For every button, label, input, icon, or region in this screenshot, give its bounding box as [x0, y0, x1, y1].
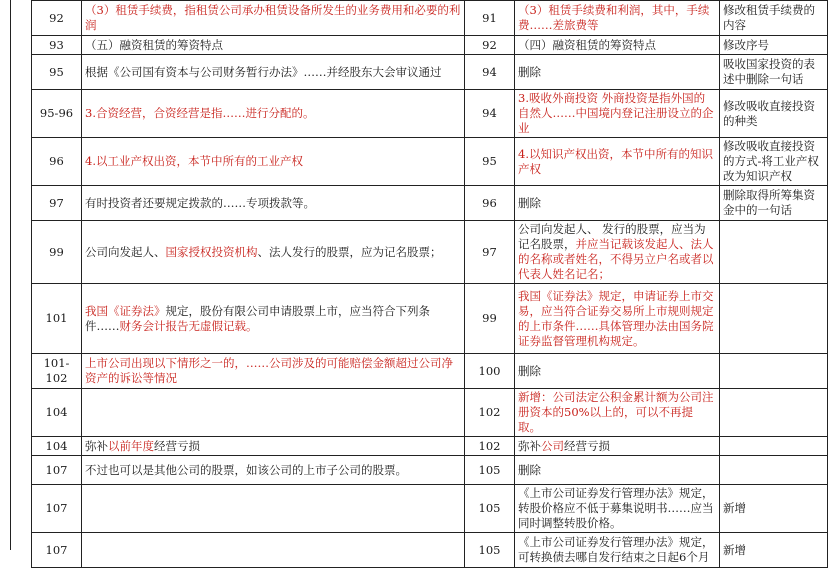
old-text-cell [82, 389, 465, 437]
old-page-cell: 107 [32, 456, 82, 485]
old-page-cell: 99 [32, 221, 82, 284]
text-segment: 我国《证券法》规定，申请证券上市交易，应当符合证券交易所上市规则规定的上市条件……具体管理办法由国务院证券监督管理机构规定。 [518, 288, 714, 348]
text-segment: 3.合资经营，合资经营是指……进行分配的。 [85, 106, 315, 120]
text-segment: 国家授权投资机构 [165, 244, 258, 259]
old-page-cell: 93 [32, 36, 82, 55]
text-segment: 我国《证券法》 [85, 303, 166, 318]
new-page-cell: 92 [465, 36, 515, 55]
new-text-cell [515, 389, 720, 437]
text-segment: （3）租赁手续费，指租赁公司承办租赁设备所发生的业务费用和必要的利润 [85, 3, 461, 32]
new-text-cell [515, 90, 720, 138]
comparison-table [31, 0, 828, 568]
old-page-cell: 96 [32, 138, 82, 186]
new-page-cell: 94 [465, 90, 515, 138]
new-text-cell [515, 437, 720, 456]
change-note-cell: 修改序号 [720, 36, 828, 55]
old-page-cell: 101-102 [32, 354, 82, 389]
table-row [32, 186, 828, 221]
change-note-cell: 新增 [720, 485, 828, 533]
text-segment: 经营亏损 [564, 438, 610, 453]
text-segment: 上市公司出现以下情形之一的，……公司涉及的可能赔偿金额超过公司净资产的诉讼等情况 [85, 356, 453, 385]
text-segment: 规定，股份有限公司申请股票上市，应当符合下列条件…… [85, 303, 430, 333]
new-page-cell: 105 [465, 533, 515, 568]
text-segment: 删除 [518, 462, 541, 477]
text-segment: （3）租赁手续费和利润，其中，手续费……差旅费等 [518, 3, 710, 32]
text-segment: 有时投资者还要规定拨款的……专项拨款等。 [85, 195, 315, 210]
change-note-cell: 修改吸收直接投资的方式-将工业产权改为知识产权 [720, 138, 828, 186]
text-segment: 删除 [518, 64, 541, 79]
new-text-cell [515, 55, 720, 90]
text-segment: 《上市公司证券发行管理办法》规定，转股价格应不低于募集说明书……应当同时调整转股价格。 [518, 486, 714, 530]
text-segment: 《上市公司证券发行管理办法》规定，可转换债去哪自发行结束之日起6个月 [518, 535, 714, 564]
text-segment: 删除 [518, 195, 541, 210]
old-page-cell: 104 [32, 437, 82, 456]
new-text-cell [515, 186, 720, 221]
table-row [32, 1, 828, 36]
old-text-cell [82, 354, 465, 389]
old-text-cell [82, 485, 465, 533]
table-row [32, 36, 828, 55]
text-segment: 公司向发起人、 发行的股票，应当为记名股票， [518, 222, 706, 251]
new-page-cell: 94 [465, 55, 515, 90]
new-page-cell: 96 [465, 186, 515, 221]
new-text-cell [515, 533, 720, 568]
old-text-cell [82, 36, 465, 55]
old-page-cell: 95 [32, 55, 82, 90]
table-body [32, 1, 828, 568]
new-text-cell [515, 456, 720, 485]
text-segment: 4.以工业产权出资，本节中所有的工业产权 [85, 154, 303, 168]
change-note-cell: 修改吸收直接投资的种类 [720, 90, 828, 138]
text-segment: 弥补 [518, 438, 541, 453]
text-segment: 不过也可以是其他公司的股票，如该公司的上市子公司的股票。 [85, 462, 407, 477]
text-segment: 经营亏损 [154, 438, 200, 453]
old-page-cell: 97 [32, 186, 82, 221]
old-page-cell: 104 [32, 389, 82, 437]
change-note-cell [720, 284, 828, 354]
old-page-cell: 101 [32, 284, 82, 354]
table-row [32, 138, 828, 186]
new-text-cell [515, 1, 720, 36]
text-segment: 弥补 [85, 438, 108, 453]
new-text-cell [515, 221, 720, 284]
new-page-cell: 95 [465, 138, 515, 186]
new-text-cell [515, 284, 720, 354]
text-segment: 删除 [518, 363, 541, 378]
change-note-cell [720, 354, 828, 389]
table-row [32, 456, 828, 485]
change-note-cell: 修改租赁手续费的内容 [720, 1, 828, 36]
old-page-cell: 92 [32, 1, 82, 36]
old-text-cell [82, 138, 465, 186]
change-note-cell: 吸收国家投资的表述中删除一句话 [720, 55, 828, 90]
text-segment: 根据《公司国有资本与公司财务暂行办法》……并经股东大会审议通过 [85, 64, 442, 79]
old-text-cell [82, 90, 465, 138]
text-segment: 并应当记载该发起人、法人的名称或者姓名，不得另立户名或者以代表人姓名记名； [518, 237, 714, 281]
new-text-cell [515, 354, 720, 389]
table-row [32, 354, 828, 389]
new-page-cell: 102 [465, 437, 515, 456]
old-page-cell: 95-96 [32, 90, 82, 138]
old-text-cell [82, 186, 465, 221]
change-note-cell: 删除取得所筹集资金中的一句话 [720, 186, 828, 221]
new-page-cell: 102 [465, 389, 515, 437]
new-text-cell [515, 36, 720, 55]
new-text-cell [515, 138, 720, 186]
old-page-cell: 107 [32, 485, 82, 533]
text-segment: （四）融资租赁的筹资特点 [518, 37, 656, 52]
left-margin-line [0, 0, 11, 550]
new-page-cell: 105 [465, 485, 515, 533]
text-segment: 公司向发起人、 [85, 244, 166, 259]
old-text-cell [82, 456, 465, 485]
change-note-cell [720, 456, 828, 485]
text-segment: 3.吸收外商投资 外商投资是指外国的自然人……中国境内登记注册设立的企业 [518, 91, 714, 135]
table-row [32, 221, 828, 284]
text-segment: （五）融资租赁的筹资特点 [85, 37, 223, 52]
comparison-table-wrapper [31, 0, 827, 568]
new-text-cell [515, 485, 720, 533]
text-segment: 、法人发行的股票，应为记名股票； [257, 244, 442, 259]
table-row [32, 533, 828, 568]
new-page-cell: 99 [465, 284, 515, 354]
table-row [32, 437, 828, 456]
new-page-cell: 97 [465, 221, 515, 284]
new-page-cell: 91 [465, 1, 515, 36]
table-row [32, 485, 828, 533]
table-row [32, 55, 828, 90]
change-note-cell: 新增 [720, 533, 828, 568]
text-segment: 以前年度 [108, 438, 154, 453]
table-row [32, 389, 828, 437]
new-page-cell: 100 [465, 354, 515, 389]
change-note-cell [720, 221, 828, 284]
text-segment: 4.以知识产权出资，本节中所有的知识产权 [518, 146, 713, 176]
old-text-cell [82, 55, 465, 90]
old-text-cell [82, 437, 465, 456]
old-text-cell [82, 533, 465, 568]
text-segment: 公司 [541, 438, 564, 453]
change-note-cell [720, 437, 828, 456]
table-row [32, 284, 828, 354]
new-page-cell: 105 [465, 456, 515, 485]
text-segment: 新增：公司法定公积金累计额为公司注册资本的50%以上的，可以不再提取。 [518, 390, 714, 434]
old-text-cell [82, 221, 465, 284]
old-text-cell [82, 1, 465, 36]
change-note-cell [720, 389, 828, 437]
old-page-cell: 107 [32, 533, 82, 568]
old-text-cell [82, 284, 465, 354]
table-row [32, 90, 828, 138]
text-segment: 财务会计报告无虚假记载。 [119, 318, 258, 333]
